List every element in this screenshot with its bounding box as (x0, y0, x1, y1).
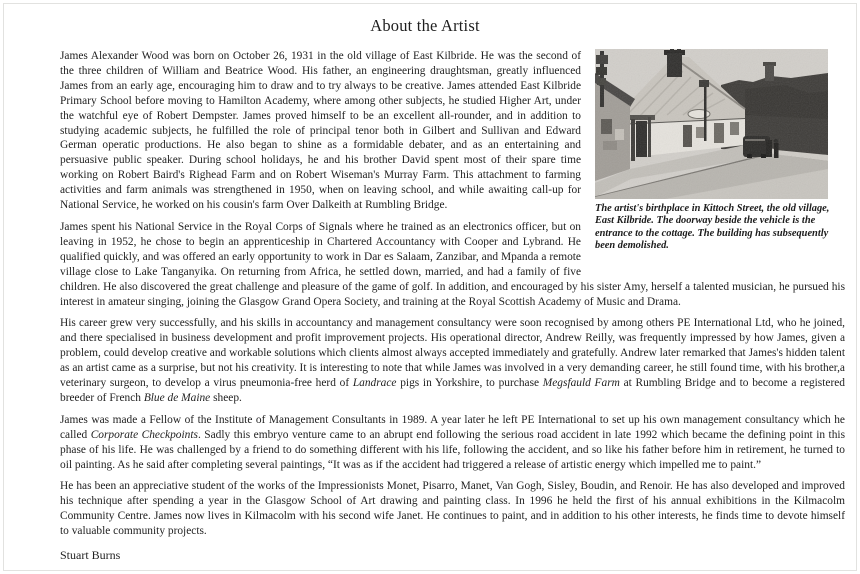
text-segment: at Rumbling Bridge and to become a registered breeder of French (60, 377, 846, 404)
text-segment: He has been an appreciative student of the works of the Impressionists Monet, Pisarro, Manet, Van Gogh, Sisley, Boudin, and Renoir. He has also developed and improved his technique after spending a year in the Glasgow School of Art drawing and painting class. In 1996 he held the first of his annual exhibitions in the Kilmacolm Community Centre. James now lives in Kilmacolm with his second wife Janet. He continues to paint, and in addition to his other interests, he finds time to devote himself to valuable community projects. (60, 480, 845, 538)
text-segment: pigs in Yorkshire, to purchase (396, 377, 543, 390)
author-signature: Stuart Burns (60, 548, 121, 563)
paragraph-impressionists (60, 479, 845, 539)
body-text (60, 49, 845, 563)
text-segment: James Alexander Wood was born on October 26, 1931 in the old village of East Kilbride. He was the second of the three children of William and Beatrice Wood. His father, an engineering draughtsman, greatly influenced James from an early age, encouraging him to draw and to try always to be creative. James attended East Kilbride Primary School before moving to Hamilton Academy, where among other subjects, he studied Higher Art, under the watchful eye of Robert Dempster. James proved himself to be an excellent all-rounder, and in addition to studying academic subjects, he fulfilled the role of principal tenor both in Gilbert and Sullivan and Edward German operatic productions. He also began to shine as a formidable debater, and as an entertaining and persuasive public speaker. During school holidays, he and his brother David spent most of their spare time working on Robert Baird's Righead Farm and on Robert Wiseman's Murray Farm. This attachment to farming activities and farm animals was strengthened in 1950, when on leaving school, and while awaiting call-up for National Service, he worked on his cousin's farm Over Dalkeith at Rumbling Bridge. (60, 50, 581, 212)
photo-caption: The artist's birthplace in Kittoch Street, the old village, East Kilbride. The doorway beside the vehicle is the entrance to the cottage. The building has subsequently been demolished. (595, 203, 830, 252)
text-segment: His career grew very successfully, and his skills in accountancy and management consultancy were soon recognised by among others PE International Ltd, who he joined, and there specialised in business development and profit improvement projects. His operational director, Andrew Reilly, was frequently impressed by how James, given a problem, could develop creative and workable solutions which clients almost always accepted immediately and gratefully. Andrew later remarked that James's hidden talent as an artist came as a surprise, but not his creativity. It is interesting to note that while James was involved in a very demanding career, he still found time, with his brother,a veterinary surgeon, to develop a virus pneumonia-free herd of (60, 317, 845, 390)
text-segment: sheep. (210, 391, 242, 404)
text-segment: James was made a Fellow of the Institute of Management Consultants in 1989. A year later he left PE International to set up his own management consultancy which he called (60, 413, 845, 441)
italic-text-segment: Corporate Checkpoints (90, 428, 198, 441)
italic-text-segment: Landrace (352, 377, 397, 390)
italic-text-segment: Megsfauld Farm (542, 377, 620, 390)
italic-text-segment: Blue de Maine (143, 391, 211, 404)
paragraph-career (60, 316, 845, 405)
text-segment: James spent his National Service in the Royal Corps of Signals where he trained as an electronics officer, but on leaving in 1952, he chose to begin an apprenticeship in Chartered Accountancy with Cooper and Lybrand. He qualified quickly, and was offered an early opportunity to work in Dar es Salaam, Zanzibar, and Mpanda a remote village close to Lake Tanganyika. On returning from Africa, he settled down, married, and had a family of five children. He also discovered the great challenge and pleasure of the game of golf. In addition, and encouraged by his sister Amy, herself a talented musician, he pursued his interest in amateur singing, joining the Glasgow Grand Opera Society, and training at the Royal Scottish Academy of Music and Drama. (60, 220, 845, 308)
paragraph-consultancy-accident (60, 413, 845, 473)
text-segment: . Sadly this embryo venture came to an abrupt end following the serious road accident in late 1992 which became the defining point in this phase of his life. He was challenged by a friend to do something different with his life, following the accident, and so like his father before him in retirement, he turned to oil painting. As he said after completing several paintings, “It was as if the accident had triggered a release of artistic energy which impelled me to paint.” (60, 428, 845, 471)
birthplace-photo (595, 49, 828, 199)
artist-birthplace-figure (595, 49, 845, 253)
page-title: About the Artist (370, 16, 480, 35)
